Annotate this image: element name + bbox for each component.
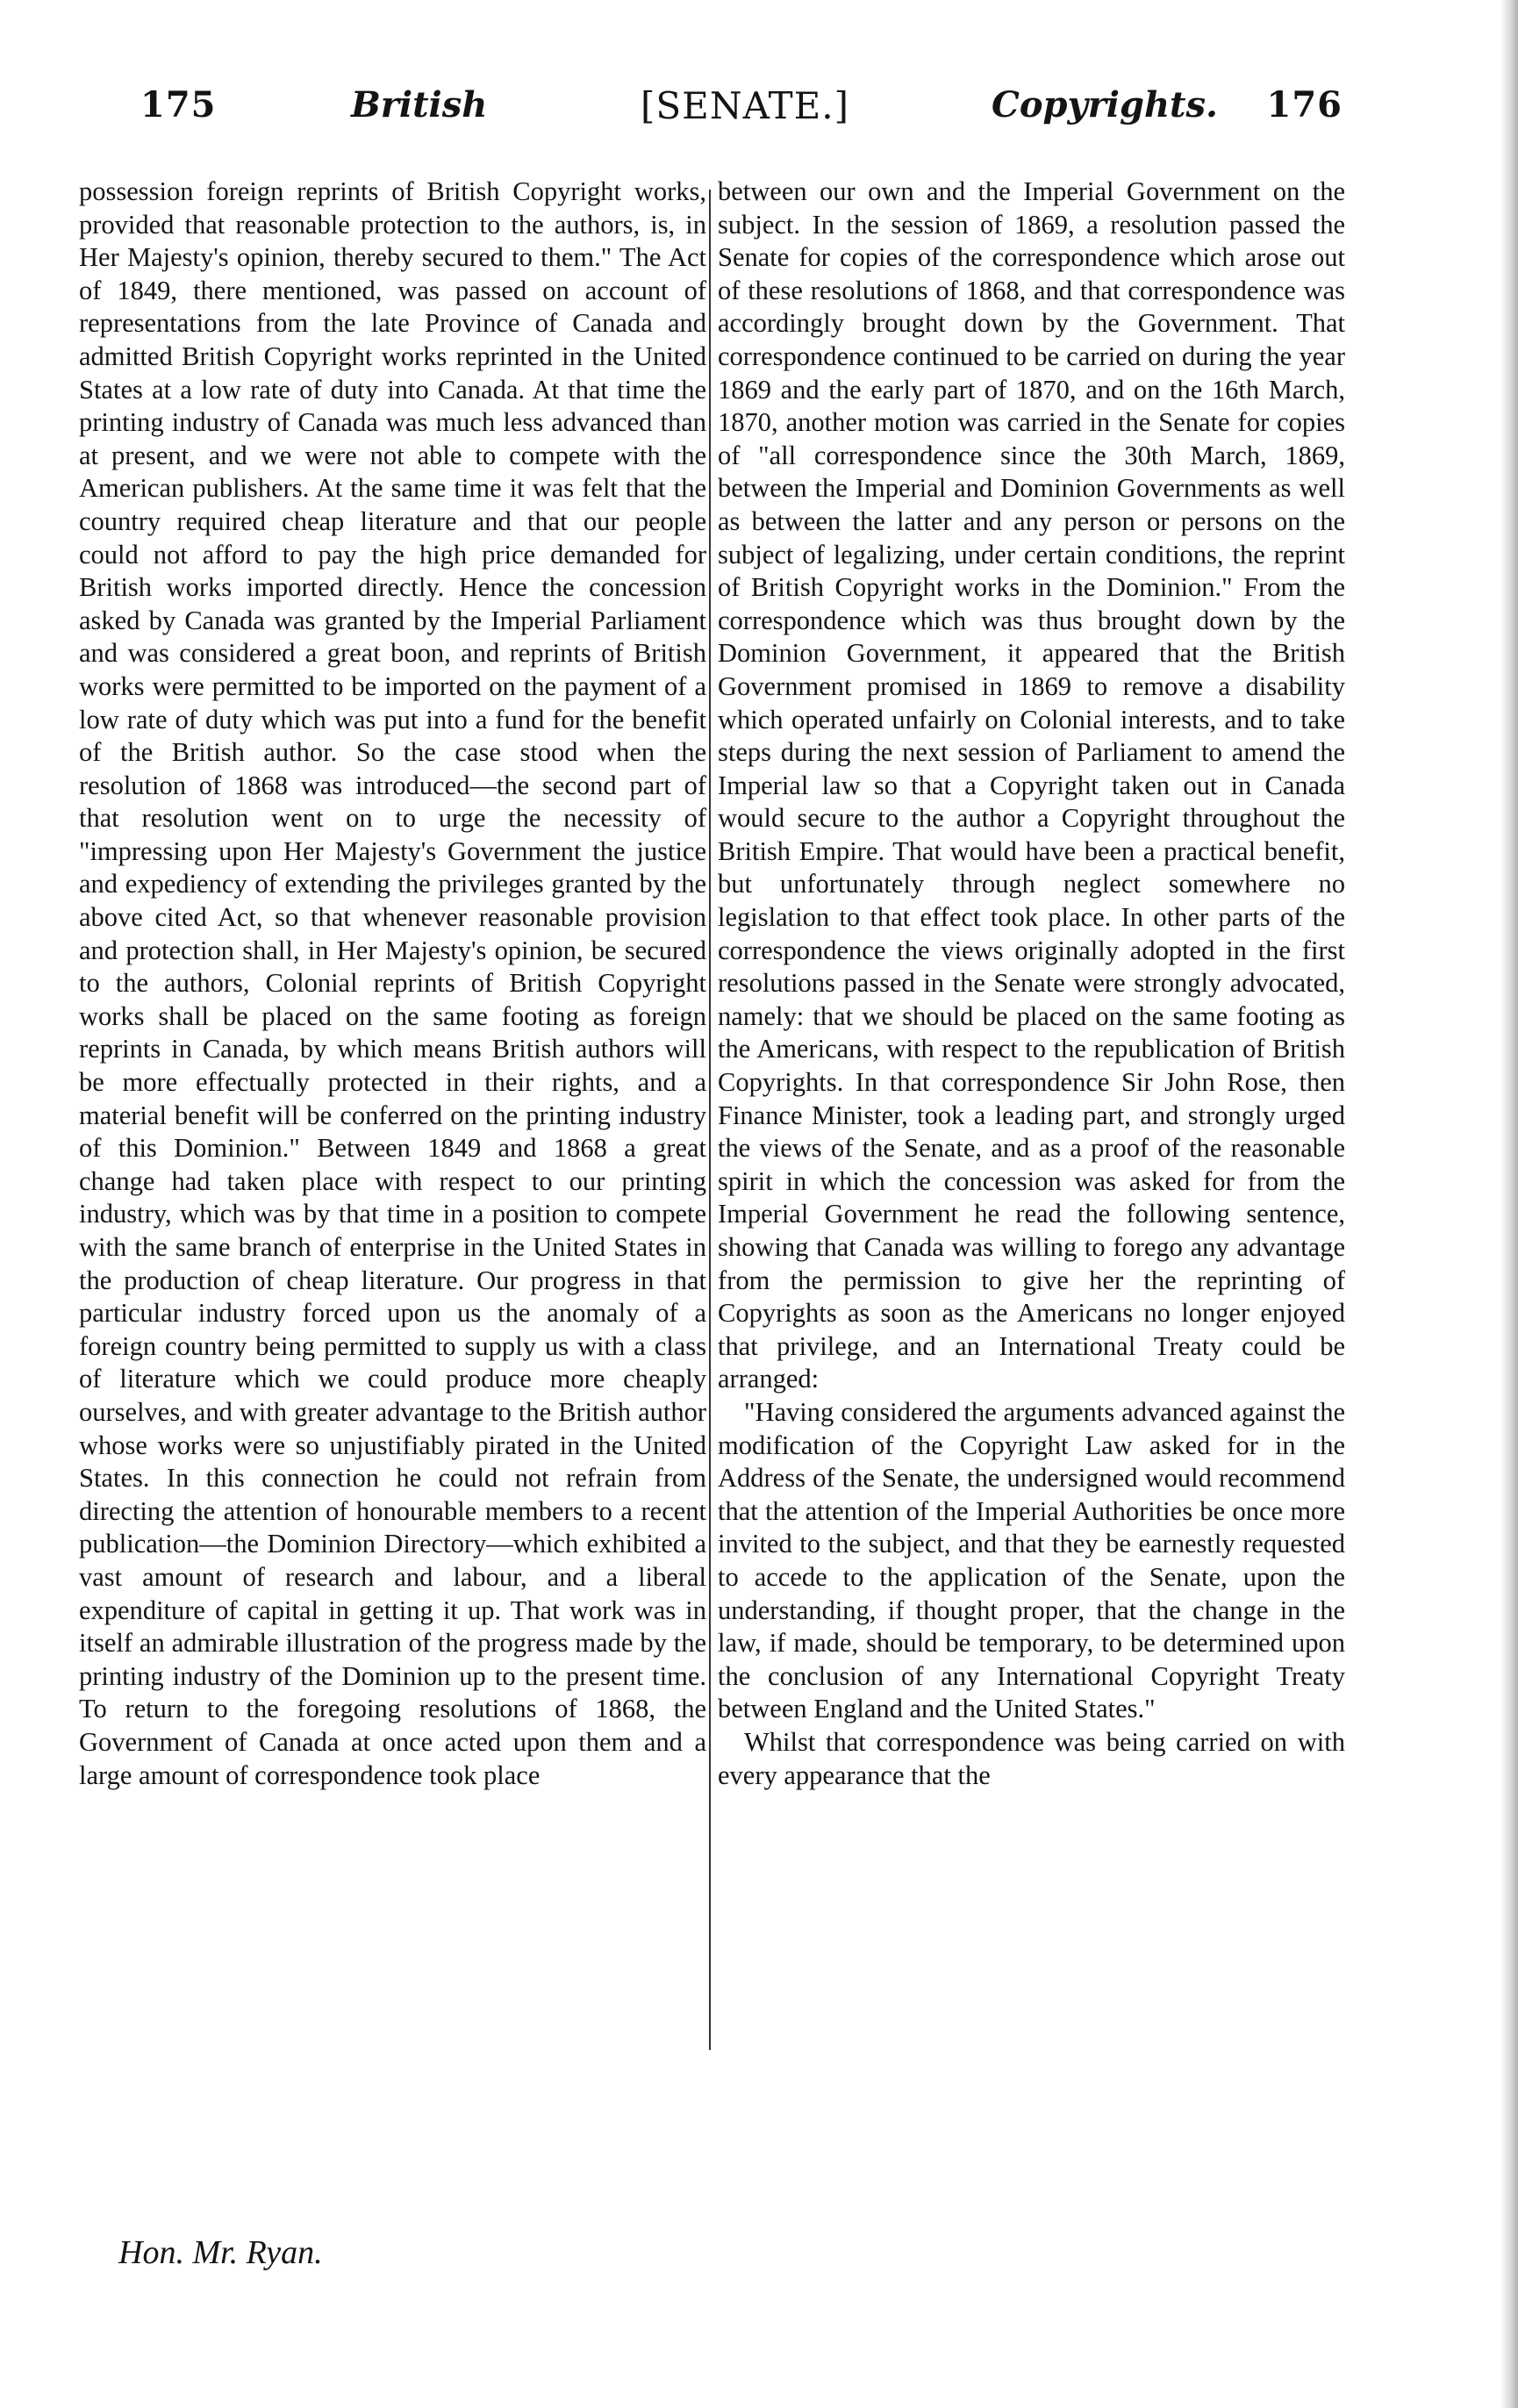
column-divider <box>709 190 711 2050</box>
left-paragraph: possession foreign reprints of British Copyright works, provided that reasonable protection to the authors, is, in Her Majesty's opinion, thereby secured to them." The Act of 1849, there mentioned, was passed on account of representations from the late Province of Canada and admitted British Copyright works reprinted in the United States at a low rate of duty into Canada. At that time the printing industry of Canada was much less advanced than at present, and we were not able to compete with the American publishers. At the same time it was felt that the country required cheap literature and that our people could not afford to pay the high price demanded for British works imported directly. Hence the concession asked by Canada was granted by the Imperial Parliament and was considered a great boon, and reprints of British works were permitted to be imported on the payment of a low rate of duty which was put into a fund for the benefit of the British author. So the case stood when the resolution of 1868 was introduced—the second part of that resolution went on to urge the necessity of "impressing upon Her Majesty's Government the justice and expediency of extending the privileges granted by the above cited Act, so that whenever reasonable provision and protection shall, in Her Majesty's opinion, be secured to the authors, Colonial reprints of British Copyright works shall be placed on the same footing as foreign reprints in Canada, by which means British authors will be more effectually protected in their rights, and a material benefit will be conferred on the printing industry of this Dominion." Between 1849 and 1868 a great change had taken place with respect to our printing industry, which was by that time in a position to compete with the same branch of enterprise in the United States in the production of cheap literature. Our progress in that particular industry forced upon us the anomaly of a foreign country being permitted to supply us with a class of literature which we could produce more cheaply ourselves, and with greater advantage to the British author whose works were so unjustifiably pirated in the United States. In this connection he could not refrain from directing the attention of honourable members to a recent publication—the Dominion Directory—which exhibited a vast amount of research and labour, and a liberal expenditure of capital in getting it up. That work was in itself an admirable illustration of the progress made by the printing industry of the Dominion up to the present time. To return to the foregoing resolutions of 1868, the Government of Canada at once acted upon them and a large amount of correspondence took place <box>79 176 706 1790</box>
left-text-column <box>79 176 706 1792</box>
quoted-passage: "Having considered the arguments advanced against the modification of the Copyright Law asked for in the Address of the Senate, the undersigned would recommend that the attention of the Imperial Authorities be once more invited to the subject, and that they be earnestly requested to accede to the application of the Senate, upon the understanding, if thought proper, that the change in the law, if made, should be temporary, to be determined upon the conclusion of any International Copyright Treaty between England and the United States." <box>718 1396 1345 1724</box>
left-page-number: 175 <box>140 84 217 125</box>
speaker-footer: Hon. Mr. Ryan. <box>118 2234 323 2271</box>
right-text-column <box>718 176 1345 1792</box>
right-paragraph-closing: Whilst that correspondence was being carried on with every appearance that the <box>718 1726 1345 1790</box>
page-header <box>132 84 1343 163</box>
page-edge-shadow <box>1500 0 1518 2408</box>
left-running-title: British <box>351 84 488 125</box>
right-paragraph: between our own and the Imperial Government on the subject. In the session of 1869, a resolution passed the Senate for copies of the correspondence which arose out of these resolutions of 1868, and that correspondence was accordingly brought down by the Government. That correspondence continued to be carried on during the year 1869 and the early part of 1870, and on the 16th March, 1870, another motion was carried in the Senate for copies of "all correspondence since the 30th March, 1869, between the Imperial and Dominion Governments as well as between the latter and any person or persons on the subject of legalizing, under certain conditions, the reprint of British Copyright works in the Dominion." From the correspondence which was thus brought down by the Dominion Government, it appeared that the British Government promised in 1869 to remove a disability which operated unfairly on Colonial interests, and to take steps during the next session of Parliament to amend the Imperial law so that a Copyright taken out in Canada would secure to the author a Copyright throughout the British Empire. That would have been a practical benefit, but unfortunately through neglect somewhere no legislation to that effect took place. In other parts of the correspondence the views originally adopted in the first resolutions passed in the Senate were strongly advocated, namely: that we should be placed on the same footing as the Americans, with respect to the republication of British Copyrights. In that correspondence Sir John Rose, then Finance Minister, took a leading part, and strongly urged the views of the Senate, and as a proof of the reasonable spirit in which the concession was asked for from the Imperial Government he read the following sentence, showing that Canada was willing to forego any advantage from the permission to give her the reprinting of Copyrights as soon as the Americans no longer enjoyed that privilege, and an International Treaty could be arranged: <box>718 176 1345 1394</box>
center-running-title: [SENATE.] <box>641 84 850 127</box>
right-running-title: Copyrights. <box>992 84 1218 125</box>
right-page-number: 176 <box>1266 84 1343 125</box>
